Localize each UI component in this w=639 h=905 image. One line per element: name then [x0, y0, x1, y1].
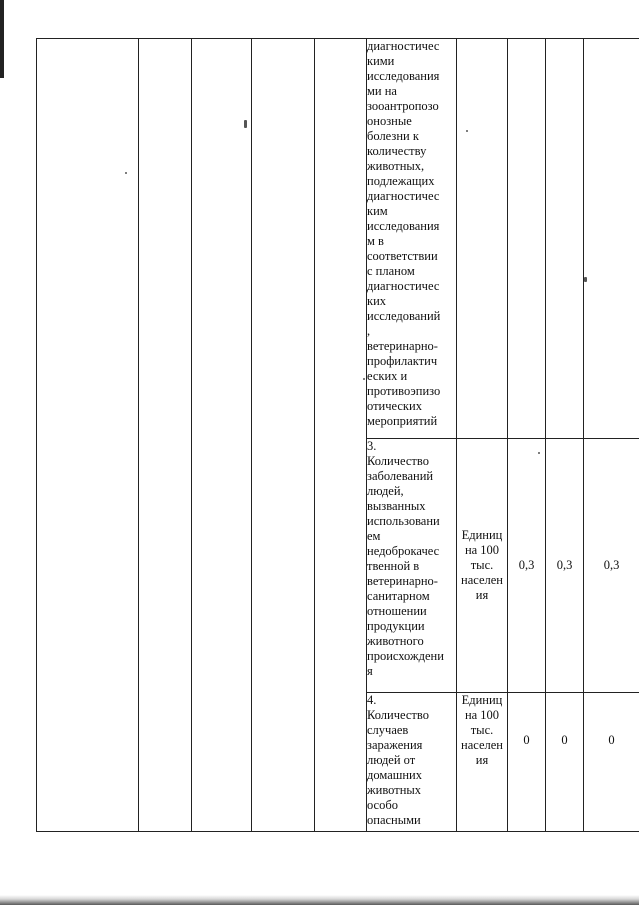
scan-edge-mark [0, 0, 4, 78]
scan-speck [363, 378, 365, 380]
scan-speck [125, 172, 127, 174]
value-cell [584, 693, 639, 832]
indicator-text: диагностичес кими исследования ми на зооантропозо онозные болезни к количеству животных, подлежащих диагностичес ким исследования м в соответствии с планом диагностичес ких исследований , ветеринарно- профилактич еских и противоэпизо отических мероприятий [367, 39, 441, 428]
unit-text: Единиц на 100 тыс. населен ия [461, 528, 503, 602]
value-cell [584, 439, 639, 693]
indicator-cell [367, 439, 457, 693]
value-text: 0,3 [518, 558, 535, 572]
indicators-table [36, 38, 639, 832]
blank-cell [192, 39, 252, 832]
unit-text: Единиц на 100 тыс. населен ия [461, 693, 503, 767]
value-text: 0 [561, 733, 568, 747]
blank-cell [37, 39, 139, 832]
value-cell [546, 39, 584, 439]
indicator-text: 3. Количество заболеваний людей, вызванных использовани ем недоброкачес твенной в ветеринарно- санитарном отношении продукции животного происхождени я [367, 439, 444, 678]
scan-speck [538, 452, 540, 454]
value-cell [584, 39, 639, 439]
value-cell [508, 693, 546, 832]
indicator-cell [367, 39, 457, 439]
unit-cell [457, 439, 508, 693]
value-text: 0,3 [556, 558, 573, 572]
blank-cell [139, 39, 192, 832]
indicator-text: 4. Количество случаев заражения людей от домашних животных особо опасными [367, 693, 429, 827]
value-cell [546, 693, 584, 832]
scan-speck [466, 130, 468, 132]
unit-cell [457, 39, 508, 439]
table-row [37, 39, 639, 439]
blank-cell [315, 39, 367, 832]
value-cell [546, 439, 584, 693]
scan-bottom-edge [0, 895, 639, 905]
unit-cell [457, 693, 508, 832]
value-text: 0 [608, 733, 615, 747]
indicator-cell [367, 693, 457, 832]
value-text: 0,3 [603, 558, 620, 572]
scan-speck [244, 120, 247, 128]
value-text: 0 [523, 733, 530, 747]
blank-cell [252, 39, 315, 832]
scan-speck [584, 277, 587, 282]
value-cell [508, 39, 546, 439]
value-cell [508, 439, 546, 693]
